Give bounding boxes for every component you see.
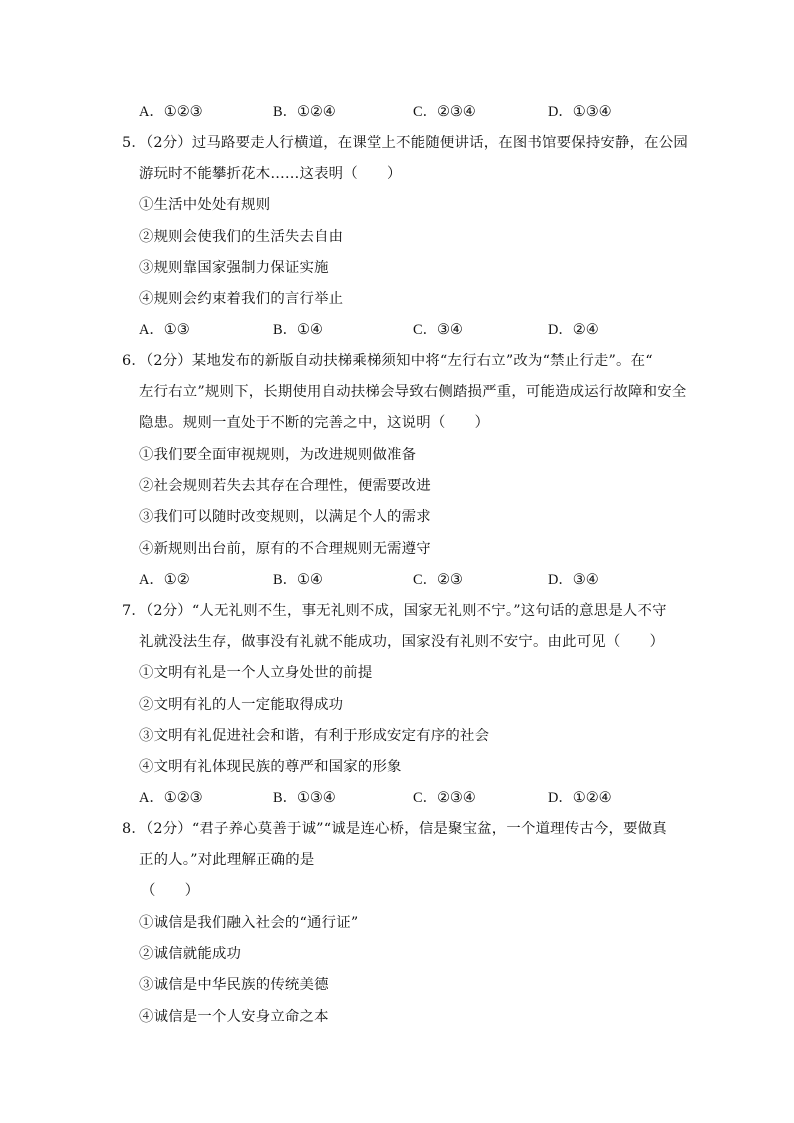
option-a: A．①② — [139, 572, 190, 588]
option-d: D．③④ — [548, 572, 599, 588]
statement-2: ②规则会使我们的生活失去自由 — [139, 229, 344, 245]
statement-3: ③文明有礼促进社会和谐，有利于形成安定有序的社会 — [139, 728, 490, 744]
question-5-stem-line: 5．（2分）过马路要走人行横道，在课堂上不能随便讲话，在图书馆要保持安静，在公园 — [122, 135, 688, 151]
answer-blank: （ ） — [141, 883, 200, 899]
option-d: D．①②④ — [548, 790, 612, 806]
statement-4: ④诚信是一个人安身立命之本 — [139, 1009, 329, 1025]
option-b: B．①④ — [273, 572, 323, 588]
option-d: D．①③④ — [548, 104, 612, 120]
option-b: B．①④ — [273, 322, 323, 338]
statement-2: ②文明有礼的人一定能取得成功 — [139, 697, 344, 713]
statement-1: ①生活中处处有规则 — [139, 197, 271, 213]
option-a: A．①②③ — [139, 790, 203, 806]
statement-1: ①诚信是我们融入社会的“通行证” — [139, 915, 359, 931]
question-6-stem-line: 隐患。规则一直处于不断的完善之中，这说明（ ） — [139, 415, 490, 431]
option-c: C．③④ — [413, 322, 463, 338]
question-7-stem-line: 7．（2分）“人无礼则不生，事无礼则不成，国家无礼则不宁。”这句话的意思是人不守 — [122, 603, 667, 619]
option-b: B．①②④ — [273, 104, 336, 120]
statement-3: ③诚信是中华民族的传统美德 — [139, 977, 329, 993]
option-a: A．①②③ — [139, 104, 203, 120]
option-c: C．②③ — [413, 572, 463, 588]
question-6-stem-line: 6．（2分）某地发布的新版自动扶梯乘梯须知中将“左行右立”改为“禁止行走”。在“ — [122, 353, 653, 369]
statement-2: ②社会规则若失去其存在合理性，便需要改进 — [139, 478, 431, 494]
question-6-stem-line: 左行右立”规则下，长期使用自动扶梯会导致右侧踏损严重，可能造成运行故障和安全 — [139, 384, 687, 400]
statement-4: ④新规则出台前，原有的不合理规则无需遵守 — [139, 541, 431, 557]
statement-4: ④规则会约束着我们的言行举止 — [139, 291, 344, 307]
statement-4: ④文明有礼体现民族的尊严和国家的形象 — [139, 759, 402, 775]
statement-3: ③我们可以随时改变规则，以满足个人的需求 — [139, 509, 431, 525]
question-5-stem-line: 游玩时不能攀折花木……这表明（ ） — [139, 166, 402, 182]
option-a: A．①③ — [139, 322, 190, 338]
question-8-stem-line: 8．（2分）“君子养心莫善于诚”“诚是连心桥，信是聚宝盆，一个道理传古今，要做真 — [122, 821, 667, 837]
statement-1: ①文明有礼是一个人立身处世的前提 — [139, 665, 373, 681]
option-b: B．①③④ — [273, 790, 336, 806]
statement-3: ③规则靠国家强制力保证实施 — [139, 260, 329, 276]
question-8-stem-line: 正的人。”对此理解正确的是 — [139, 852, 315, 868]
statement-1: ①我们要全面审视规则，为改进规则做准备 — [139, 447, 417, 463]
statement-2: ②诚信就能成功 — [139, 946, 242, 962]
option-d: D．②④ — [548, 322, 599, 338]
option-c: C．②③④ — [413, 104, 476, 120]
question-7-stem-line: 礼就没法生存，做事没有礼就不能成功，国家没有礼则不安宁。由此可见（ ） — [139, 634, 665, 650]
option-c: C．②③④ — [413, 790, 476, 806]
